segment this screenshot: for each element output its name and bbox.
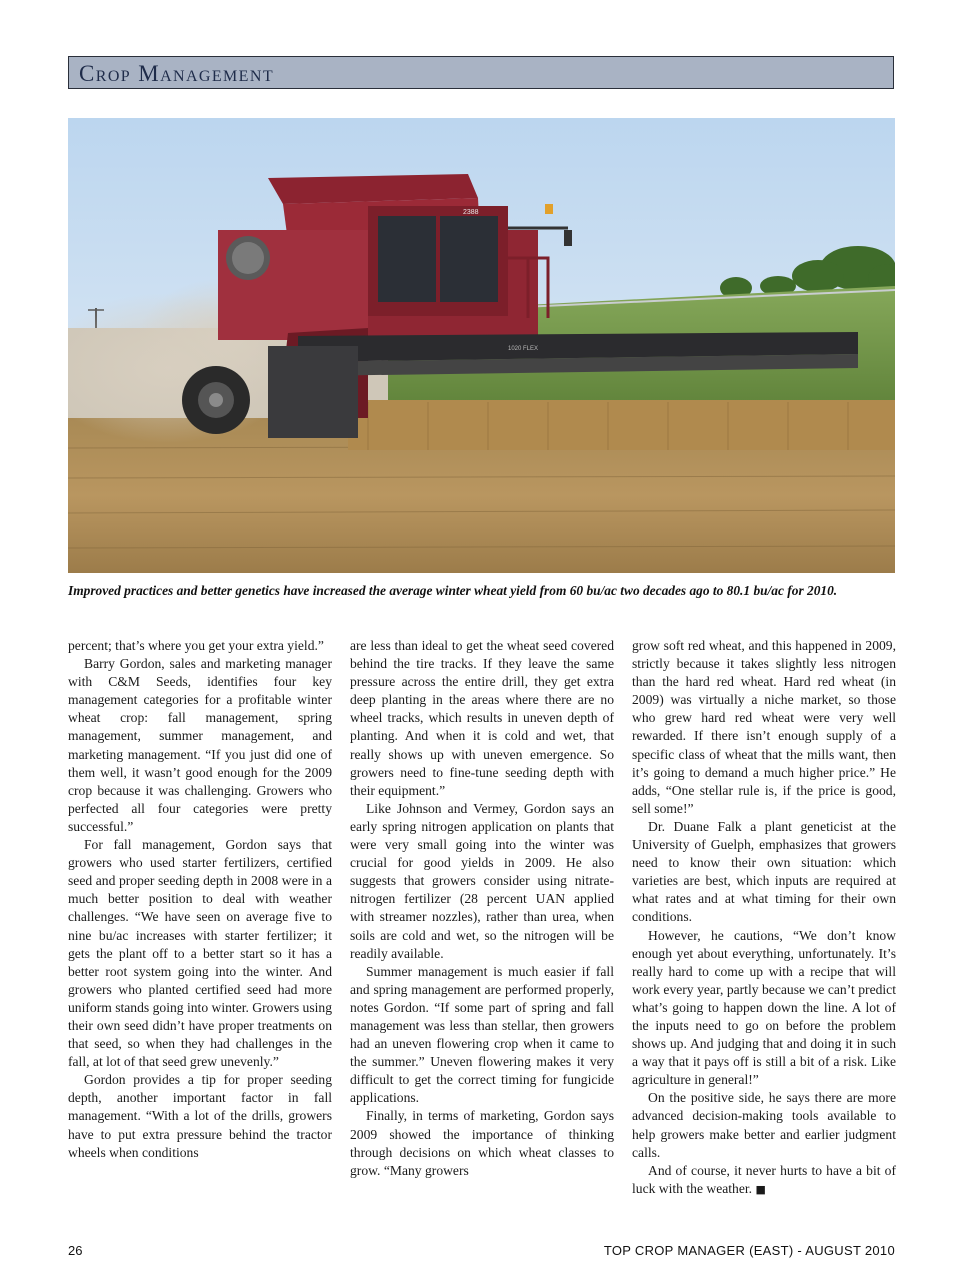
article-column-3: [632, 637, 896, 1199]
section-header: [68, 56, 894, 89]
paragraph: Summer management is much easier if fall and spring management are performed properly, notes Gordon. “If some part of spring and fall management was less than stellar, then growers had an uneven flowering crop when it came to the summer.” Uneven flowering makes it very difficult to get the correct timing for fungicide applications.: [350, 963, 614, 1106]
paragraph: are less than ideal to get the wheat seed covered behind the tire tracks. If they leave the same pressure across the entire drill, they get extra deep planting in the areas where there are no wheel tracks, which results in uneven depth of planting. And when it is cold and wet, that really shows up with uneven emergence. So growers need to fine-tune seeding depth with their equipment.”: [350, 638, 614, 798]
paragraph-final: [632, 1162, 896, 1199]
publication-footer: TOP CROP MANAGER (EAST) - AUGUST 2010: [603, 1243, 895, 1258]
paragraph: Finally, in terms of marketing, Gordon says 2009 showed the importance of thinking through decisions on which wheat classes to grow. “Many growers: [350, 1108, 614, 1178]
paragraph-final-text: And of course, it never hurts to have a bit of luck with the weather.: [632, 1162, 896, 1196]
paragraph: Like Johnson and Vermey, Gordon says an early spring nitrogen application on plants that were very small going into the winter was crucial for good yields in 2009. He also suggests that growers consider using nitrate-nitrogen fertilizer (28 percent UAN applied with streamer nozzles), rather than urea, when soils are cold and wet, so the nitrogen will be readily available.: [350, 800, 614, 961]
combine-harvester-photo: [68, 118, 895, 573]
page-number: 26: [68, 1243, 83, 1258]
photo-caption: Improved practices and better genetics have increased the average winter wheat yield from 60 bu/ac two decades ago to 80.1 bu/ac for 2010.: [68, 583, 838, 598]
section-title: Crop Management: [79, 61, 274, 86]
paragraph: percent; that’s where you get your extra yield.”: [68, 638, 324, 653]
paragraph: grow soft red wheat, and this happened in 2009, strictly because it takes slightly less nitrogen than the hard red wheat. Hard red wheat (in 2009) was virtually a niche market, so those who grew hard red wheat were very well rewarded. If there isn’t enough supply of a specific class of wheat that the mills want, then it’s going to demand a much higher price.” He adds, “One stellar rule is, if the price is good, sell some!”: [632, 638, 896, 816]
article-column-1: [68, 637, 332, 1162]
svg-text:1020 FLEX: 1020 FLEX: [508, 346, 539, 352]
paragraph: However, he cautions, “We don’t know enough yet about everything, unfortunately. It’s really hard to come up with a recipe that will work every year, partly because we can’t predict what’s going to happen down the line. A lot of the inputs need to go on before the problem shows up. And judging that and doing it in such a way that it pays off is still a bit of a risk. Like agriculture in general!”: [632, 927, 896, 1088]
paragraph: Barry Gordon, sales and marketing manager with C&M Seeds, identifies four key management categories for a profitable winter wheat crop: fall management, spring management, summer management, and marketing management. “If you just did one of them well, it wasn’t good enough for the 2009 crop because it was challenging. Growers who perfected all four categories were pretty successful.”: [68, 656, 332, 834]
article-column-2: [350, 637, 614, 1180]
svg-text:2388: 2388: [463, 209, 479, 216]
paragraph: Dr. Duane Falk a plant geneticist at the University of Guelph, emphasizes that growers need to know their own situation: which varieties are best, which inputs are required at what rates and at what timing for their own conditions.: [632, 818, 896, 925]
paragraph: On the positive side, he says there are more advanced decision-making tools available to help growers make better and earlier judgment calls.: [632, 1090, 896, 1160]
paragraph: Gordon provides a tip for proper seeding depth, another important factor in fall management. “With a lot of the drills, growers have to put extra pressure behind the tractor wheels when conditions: [68, 1072, 332, 1160]
paragraph: For fall management, Gordon says that growers who used starter fertilizers, certified seed and proper seeding depth in 2008 were in a much better position to deal with weather challenges. “We have seen on average five to nine bu/ac increases with starter fertilizer; it gets the plant off to a better start so it has a better root system going into the winter. And growers who planted certified seed had more uniform stands going into winter. Growers using their own seed didn’t have proper treatments on that seed, so when they had challenges in the fall, at lot of that seed grew unevenly.”: [68, 837, 332, 1070]
end-mark-icon: ■: [755, 1182, 766, 1196]
